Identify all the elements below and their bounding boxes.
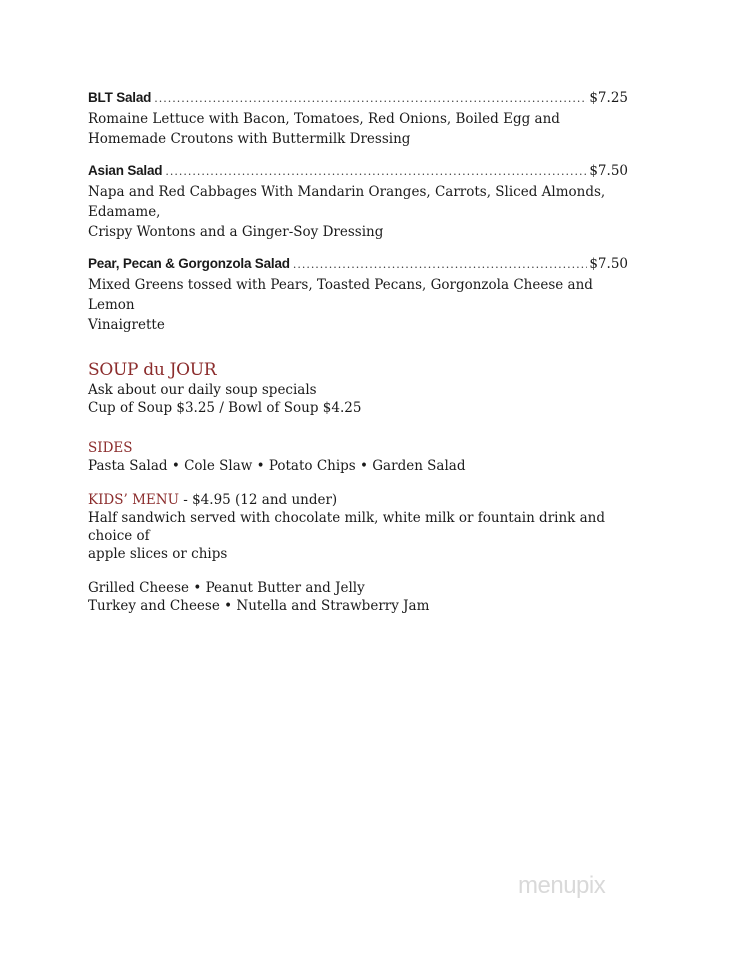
soup-section-title: SOUP du JOUR: [88, 360, 217, 380]
item-price: $7.25: [589, 90, 628, 106]
soup-price-line: Cup of Soup $3.25 / Bowl of Soup $4.25: [88, 400, 362, 416]
item-name: Pear, Pecan & Gorgonzola Salad: [88, 256, 290, 271]
item-description-line: Homemade Croutons with Buttermilk Dressing: [88, 131, 411, 147]
item-description-line: Crispy Wontons and a Ginger-Soy Dressing: [88, 224, 384, 240]
menu-item-pear-pecan-gorgonzola-salad: [88, 254, 628, 335]
item-description-line: Mixed Greens tossed with Pears, Toasted Pecans, Gorgonzola Cheese and Lemon: [88, 277, 593, 313]
menu-item-header: [88, 254, 628, 275]
kids-menu-description: apple slices or chips: [88, 546, 228, 562]
dot-leader: [165, 162, 587, 182]
menu-item-header: [88, 161, 628, 182]
item-description-line: Vinaigrette: [88, 317, 165, 333]
sides-list: Pasta Salad • Cole Slaw • Potato Chips • Garden Salad: [88, 458, 466, 474]
dot-leader: [293, 255, 588, 275]
item-description-line: Romaine Lettuce with Bacon, Tomatoes, Red Onions, Boiled Egg and: [88, 111, 560, 127]
item-name: BLT Salad: [88, 90, 152, 105]
menu-item-asian-salad: [88, 161, 628, 242]
spacer: [88, 563, 628, 579]
kids-menu-options: Grilled Cheese • Peanut Butter and Jelly: [88, 580, 365, 596]
menu-item-blt-salad: [88, 88, 628, 149]
item-name: Asian Salad: [88, 163, 163, 178]
kids-menu-price: - $4.95 (12 and under): [178, 492, 338, 508]
menupix-watermark: menupix: [518, 872, 606, 899]
kids-menu-options: Turkey and Cheese • Nutella and Strawberry Jam: [88, 598, 430, 614]
item-price: $7.50: [589, 163, 628, 179]
kids-menu-title: KIDS’ MENU: [88, 492, 179, 508]
dot-leader: [154, 89, 587, 109]
menu-page: [88, 88, 628, 615]
soup-line: Ask about our daily soup specials: [88, 382, 317, 398]
item-description-line: Napa and Red Cabbages With Mandarin Oranges, Carrots, Sliced Almonds, Edamame,: [88, 184, 606, 220]
kids-menu-description: Half sandwich served with chocolate milk, white milk or fountain drink and choice of: [88, 510, 606, 544]
sides-section-title: SIDES: [88, 440, 133, 456]
menu-item-header: [88, 88, 628, 109]
item-price: $7.50: [589, 256, 628, 272]
kids-menu-heading: [88, 491, 628, 509]
